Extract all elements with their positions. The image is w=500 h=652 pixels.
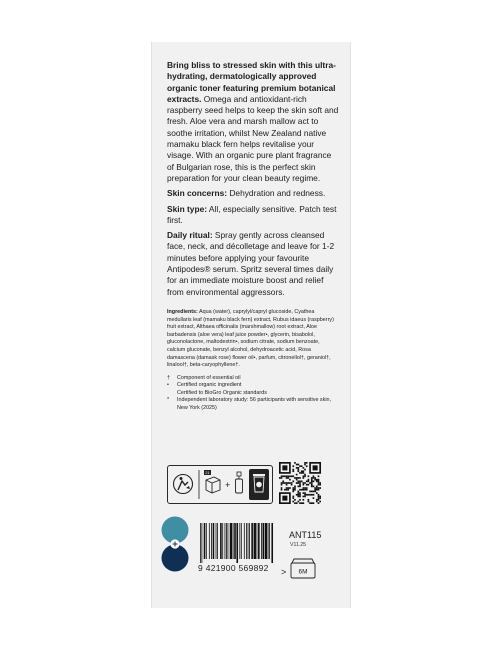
skin-concerns-label: Skin concerns:: [167, 188, 228, 199]
disposal-icons: [167, 465, 273, 504]
product-text: [167, 60, 339, 412]
product-code: ANT115: [289, 530, 322, 540]
disposal-icons-svg: [168, 466, 272, 503]
barcode-digits: 9 421900 569892: [198, 563, 269, 573]
daily-ritual-text: Spray gently across cleansed face, neck, and décolletage and leave for 1-2 minutes before applying your favourite Antipodes® serum. Spritz several times daily for an immediate moisture boost and relief from environmental aggressors.: [167, 230, 335, 297]
intro-paragraph: [167, 60, 339, 184]
skin-concerns-text: Dehydration and redness.: [227, 188, 326, 199]
spray-bottle-icon: [236, 472, 243, 493]
skin-type-text: All, especially sensitive. Patch test first.: [167, 203, 337, 225]
version-code: V11.25: [290, 542, 307, 548]
plus-circle-icon: [161, 516, 189, 572]
ingredients: [167, 309, 339, 370]
barcode-arrow: >: [281, 567, 287, 577]
qr-code: [279, 462, 321, 504]
jar-pao-icon: [288, 555, 318, 580]
ingredients-label: Ingredients:: [167, 308, 198, 315]
barcode: [200, 523, 276, 563]
footnotes: [167, 375, 339, 412]
plus-sign: +: [225, 480, 231, 490]
bin-icon: [249, 469, 269, 500]
tidyman-icon: [174, 475, 193, 494]
daily-ritual: [167, 230, 339, 298]
recycle-box-icon: [204, 470, 220, 493]
footnote: • Certified organic ingredient: [167, 382, 242, 389]
intro-bold: Bring bliss to stressed skin with this ultra-hydrating, dermatologically approved organic toner featuring premium botanical extracts.: [167, 60, 336, 104]
skin-type-label: Skin type:: [167, 203, 208, 214]
daily-ritual-label: Daily ritual:: [167, 230, 213, 241]
box-back-panel: [151, 42, 351, 608]
footnote: † Component of essential oil: [167, 375, 241, 382]
pao-label: 6M: [298, 568, 308, 576]
skin-type: [167, 204, 339, 227]
ingredients-text: Aqua (water), caprylyl/capryl glucoside, Cyathea medullaris leaf (mamaku black fern) extract, Rubus idaeus (raspberry) fruit extract, Althaea officinalis (marshmallow) root extract, Aloe barbadensis (aloe vera) leaf juice powder•, glycerin, bisabolol, gluconolactone, maltodextrin•, sodium citrate, sodium benzoate, calcium gluconate, benzyl alcohol, dehydroacetic acid, Rosa damascena (damask rose) flower oil•, parfum, citronellol†, geraniol†, linalool†, beta-caryophyllene†.: [167, 308, 334, 369]
intro-text: Omega and antioxidant-rich raspberry seed helps to keep the skin soft and fresh. Aloe vera and marsh mallow act to soothe irritation, whilst New Zealand native mamaku black fern helps revitalise your visage. With an organic pure plant fragrance of Bulgarian rose, this is the perfect skin preparation for your clean beauty regime.: [167, 93, 339, 183]
skin-concerns: [167, 188, 339, 199]
footnote: * Independent laboratory study: 56 participants with sensitive skin, New York (2025): [167, 397, 332, 411]
recycle-code: 21: [205, 470, 210, 476]
footnote: Certified to BioGro Organic standards: [177, 389, 267, 396]
